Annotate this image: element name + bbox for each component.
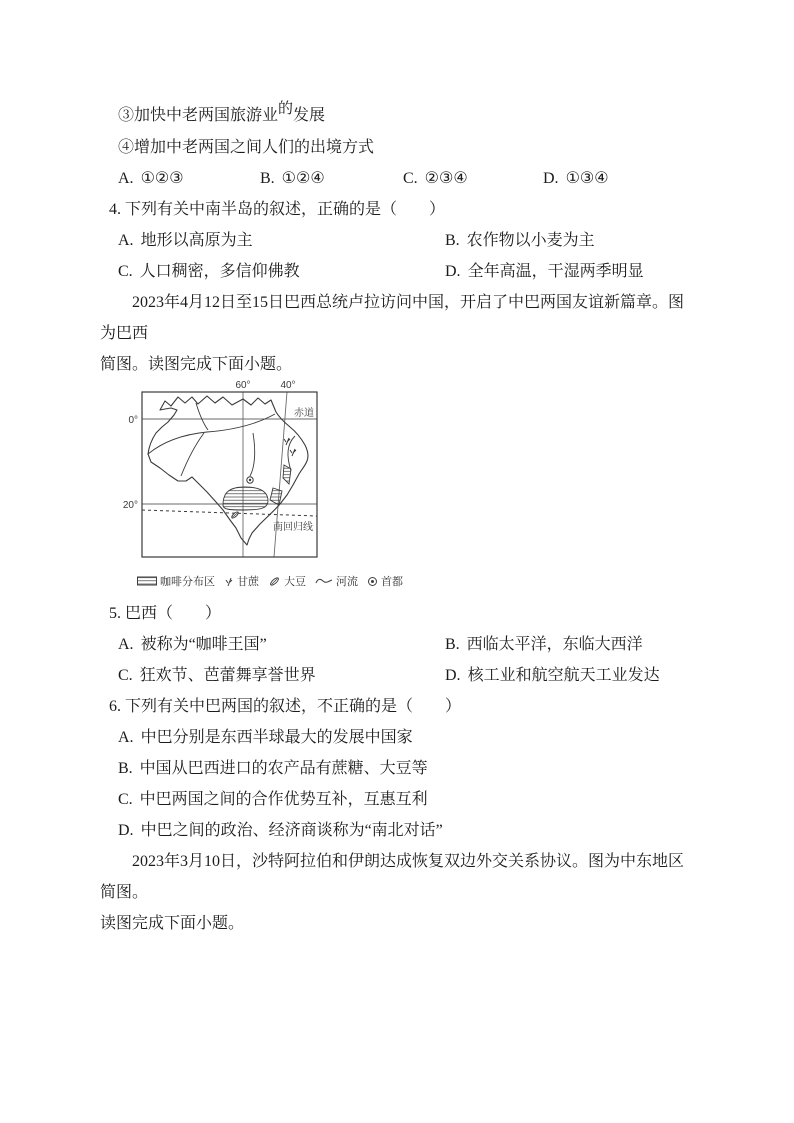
capital-icon (367, 576, 378, 587)
option-a-text: 中巴分别是东西半球最大的发展中国家 (140, 729, 413, 746)
rivers (148, 403, 295, 476)
statement-3-post: 发展 (293, 107, 326, 124)
tropic-label: 南回归线 (273, 522, 313, 533)
option-a-label: A. (118, 232, 134, 249)
lon-40-label: 40° (280, 380, 296, 391)
legend-item-river (315, 573, 358, 589)
river-central (250, 433, 255, 476)
coffee-area-coast-south (270, 488, 282, 505)
question-6-option-a (100, 722, 696, 753)
legend-label: 甘蔗 (237, 576, 259, 588)
option-d-text: ①③④ (565, 170, 609, 187)
option-b-text: 西临太平洋，东临大西洋 (466, 636, 643, 653)
question-4-options-row-2 (100, 256, 696, 287)
option-d-text: 核工业和航空航天工业发达 (467, 667, 660, 684)
passage-brazil-line-1: 2023年4月12日至15日巴西总统卢拉访问中国，开启了中巴两国友谊新篇章。图为巴西 (100, 294, 685, 342)
option-c-text: 狂欢节、芭蕾舞享誉世界 (139, 667, 316, 684)
option-d-label: D. (543, 170, 559, 187)
option-d-label: D. (118, 822, 134, 839)
option-c-label: C. (118, 667, 133, 684)
option-c-label: C. (403, 170, 418, 187)
legend-item-capital (367, 573, 403, 589)
river-east (288, 436, 295, 471)
option-a (118, 163, 260, 194)
option-c-label: C. (118, 263, 133, 280)
question-5-stem: 5. 巴西（ ） (109, 605, 222, 622)
option-c-text: ②③④ (424, 170, 468, 187)
legend-label: 河流 (336, 576, 358, 588)
question-6-option-c (100, 784, 696, 815)
river-tributary-north (196, 403, 208, 430)
option-a-text: 地形以高原为主 (140, 232, 253, 249)
lon-60-label: 60° (235, 380, 251, 391)
passage-brazil (100, 287, 696, 380)
option-d-label: D. (445, 263, 461, 280)
capital-marker (247, 477, 253, 483)
legend-label: 首都 (381, 576, 403, 588)
tropic-of-capricorn-line (142, 510, 317, 516)
option-a-label: A. (118, 729, 134, 746)
option-a-label: A. (118, 636, 134, 653)
option-c (118, 660, 445, 691)
passage-mideast (100, 846, 696, 939)
passage-brazil-line-2: 简图。读图完成下面小题。 (100, 356, 293, 373)
equator-label: 赤道 (294, 408, 314, 419)
legend-item-sugarcane (224, 573, 259, 589)
option-b-label: B. (445, 232, 460, 249)
amazon-river (148, 414, 275, 454)
question-5-options-row-1 (100, 629, 696, 660)
option-d (445, 660, 660, 691)
sugarcane-icon (224, 575, 234, 587)
option-b-label: B. (260, 170, 275, 187)
legend-label: 大豆 (284, 576, 306, 588)
question-5-options-row-2 (100, 660, 696, 691)
option-a-label: A. (118, 170, 134, 187)
coffee-area-main (223, 487, 268, 510)
soybean-icon (268, 576, 281, 587)
legend-label: 咖啡分布区 (160, 576, 215, 588)
sugarcane-markers (284, 438, 296, 456)
option-d-text: 中巴之间的政治、经济商谈称为“南北对话” (140, 822, 443, 839)
option-b (260, 163, 403, 194)
option-d (445, 256, 644, 287)
statement-3-superscript: 的 (278, 101, 294, 117)
option-b-text: 中国从巴西进口的农产品有蔗糖、大豆等 (139, 760, 428, 777)
question-6-option-b (100, 753, 696, 784)
option-d (543, 163, 609, 194)
question-3-options-row (100, 163, 696, 194)
option-b (445, 629, 643, 660)
option-d-text: 全年高温，干湿两季明显 (467, 263, 644, 280)
option-a (118, 629, 445, 660)
option-c-label: C. (118, 791, 133, 808)
option-b-label: B. (118, 760, 133, 777)
brazil-map (95, 377, 330, 572)
statement-3 (100, 100, 696, 132)
option-a-text: 被称为“咖啡王国” (140, 636, 267, 653)
statement-3-pre: ③加快中老两国旅游业 (118, 107, 279, 124)
lat-20-label: 20° (122, 500, 138, 511)
option-d-label: D. (445, 667, 461, 684)
coffee-area-coast-north (283, 465, 291, 484)
river-icon (315, 577, 333, 586)
option-a-text: ①②③ (140, 170, 184, 187)
passage-mideast-line-2: 读图完成下面小题。 (100, 915, 245, 932)
statement-4: ④增加中老两国之间人们的出境方式 (118, 139, 375, 156)
option-a (118, 225, 445, 256)
option-b-text: ①②④ (281, 170, 325, 187)
brazil-map-figure (100, 380, 696, 570)
coffee-area-icon (137, 576, 157, 586)
option-c-text: 人口稠密，多信仰佛教 (139, 263, 300, 280)
option-b-label: B. (445, 636, 460, 653)
question-6-option-d (100, 815, 696, 846)
exam-content (100, 100, 696, 939)
soybean-marker (231, 511, 240, 519)
legend-item-soybean (268, 573, 306, 589)
map-legend (100, 570, 696, 592)
river-tributary-south (181, 433, 204, 476)
question-4-stem: 4. 下列有关中南半岛的叙述，正确的是（ ） (109, 201, 446, 218)
question-4-options-row-1 (100, 225, 696, 256)
option-b (445, 225, 595, 256)
lat-0-label: 0° (128, 415, 138, 426)
question-6-stem: 6. 下列有关中巴两国的叙述，不正确的是（ ） (109, 698, 462, 715)
option-b-text: 农作物以小麦为主 (466, 232, 595, 249)
option-c (403, 163, 543, 194)
legend-item-coffee (137, 573, 215, 589)
option-c-text: 中巴两国之间的合作优势互补，互惠互利 (139, 791, 428, 808)
option-c (118, 256, 445, 287)
passage-mideast-line-1: 2023年3月10日，沙特阿拉伯和伊朗达成恢复双边外交关系协议。图为中东地区简图。 (100, 853, 685, 901)
